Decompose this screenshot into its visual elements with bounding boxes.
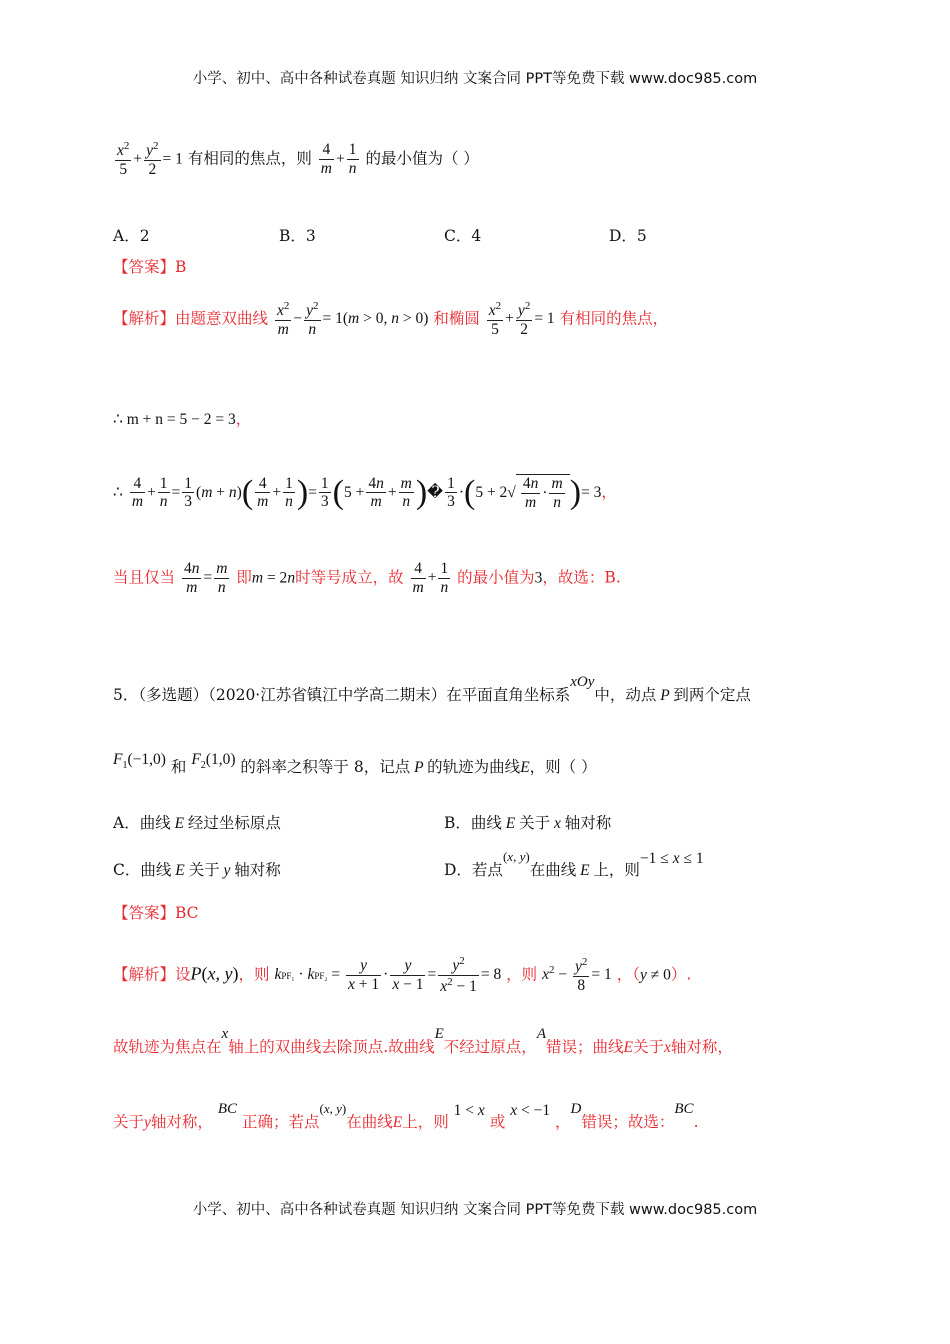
- q5-an1: 设: [175, 965, 191, 984]
- q5-stem-1: 5．（多选题）（2020·江苏省镇江中学高二期末）在平面直角坐标系: [113, 686, 571, 704]
- q4-answer: 【答案】B: [113, 258, 187, 276]
- q5-answer: 【答案】BC: [113, 904, 199, 922]
- q4-analysis-text-2: 和椭圆: [433, 309, 480, 328]
- q5-option-d-2: 在曲线: [529, 861, 577, 879]
- q4-option-c[interactable]: C．4: [444, 227, 482, 245]
- q4-step2: ∴ $\frac{4}{m}$ + $\frac{1}{n}$ = $\frac{1}{3}$ (m + n)( $\frac{4}{m}$ + $\frac{1}{n}$ )= $\frac{1}{3}$ (5 + $\frac{4n}{m}$ + $\frac{m}{n}$ )� $\frac{1}{3}$ ·(5 + 2√ $\frac{4n}{m}$ · $\frac{m}{n}$ )= 3，: [113, 473, 617, 511]
- q5-option-b-3: 轴对称: [564, 814, 612, 832]
- q4-conclusion: 当且仅当 $\frac{4n}{m}$ = $\frac{m}{n}$ 即m = 2n时等号成立，故 $\frac{4}{m}$ + $\frac{1}{n}$ 的最小值为3，故选：B.: [113, 560, 621, 596]
- q4-concl-4: 的最小值为: [457, 568, 535, 587]
- q5-analysis-label: 【解析】: [113, 965, 176, 984]
- q4-stem-line: $\frac{x^2}{5}$ + $\frac{y^2}{2}$ = 1 有相同的焦点，则 $\frac{4}{m}$ + $\frac{1}{n}$ 的最小值为（ ）: [117, 140, 479, 178]
- q5-an4: ，（: [616, 965, 640, 984]
- q5-option-b[interactable]: B．曲线 E 关于 x 轴对称: [444, 814, 612, 832]
- q5-analysis-line1: 【解析】设P(x, y)，则 kPF₁ · kPF₂ = $\frac{y}{x + 1}$ · $\frac{y}{x - 1}$ = $\frac{y^2}{x^2 - 1}$ = 8 ，则 $x^2$ − $\frac{y^2}{8}$ = 1 ，（y ≠ 0）.: [113, 955, 692, 996]
- q4-step1-end: ，: [235, 410, 252, 428]
- q5-stem-6: 的轨迹为曲线: [427, 758, 521, 776]
- q4-stem-tail: 有相同的焦点，则: [187, 149, 312, 168]
- q4-concl-5: ，故选：B.: [542, 568, 621, 587]
- q5-l3d: 在曲线: [346, 1113, 393, 1131]
- q5-an2: ，则: [238, 965, 270, 984]
- q5-l2c: 不经过原点，: [443, 1038, 537, 1056]
- q5-l3g: ，: [555, 1113, 571, 1131]
- q5-l3f: 或: [489, 1113, 506, 1131]
- q5-option-d-3: 上，则: [593, 861, 640, 879]
- q4-concl-2: 即: [236, 568, 252, 587]
- q5-analysis-line3: 关于y轴对称， BC 正确；若点$^{(x, y)}$在曲线E上，则 1 < x 或 x < −1 ，D错误；故选：BC.: [113, 1101, 699, 1131]
- q5-l2f: 轴对称，: [670, 1038, 733, 1056]
- q4-option-d[interactable]: D．5: [609, 227, 647, 245]
- q5-option-d-1: D．若点: [444, 861, 503, 879]
- q5-option-c-2: 关于: [188, 861, 220, 879]
- q5-stem-5: 的斜率之积等于 8，记点: [240, 758, 411, 776]
- q5-l2d: 错误；曲线: [545, 1038, 624, 1056]
- q5-l3c: 正确；若点: [241, 1113, 320, 1131]
- q5-l3b: 轴对称，: [150, 1113, 213, 1131]
- q4-analysis-text-3: 有相同的焦点，: [559, 309, 669, 328]
- q5-l2b: 轴上的双曲线去除顶点.故曲线: [228, 1038, 435, 1056]
- q5-l2a: 故轨迹为焦点在: [113, 1038, 222, 1056]
- q5-stem-4: 和: [170, 758, 187, 776]
- q4-option-b[interactable]: B．3: [279, 227, 316, 245]
- page-footer: 小学、初中、高中各种试卷真题 知识归纳 文案合同 PPT等免费下载 www.doc985.com: [192, 1202, 758, 1218]
- q4-concl-3: 时等号成立，故: [295, 568, 404, 587]
- q5-stem-7: ，则（ ）: [529, 758, 597, 776]
- q4-analysis-text-1: 由题意双曲线: [175, 309, 269, 328]
- q5-l3e: 上，则: [402, 1113, 449, 1131]
- q5-analysis-line2: 故轨迹为焦点在x轴上的双曲线去除顶点.故曲线E不经过原点，A错误；曲线E关于x轴对称，: [113, 1026, 733, 1056]
- q5-option-b-1: B．曲线: [444, 814, 502, 832]
- q4-analysis-label: 【解析】: [113, 309, 176, 328]
- q4-step1: [113, 412, 251, 428]
- q4-stem-end: 的最小值为（ ）: [365, 149, 479, 168]
- page-header: 小学、初中、高中各种试卷真题 知识归纳 文案合同 PPT等免费下载 www.doc985.com: [192, 71, 758, 87]
- q5-an5: ）.: [670, 965, 692, 984]
- q5-option-a-2: 经过坐标原点: [187, 814, 281, 832]
- q5-stem-line1: 5．（多选题）（2020·江苏省镇江中学高二期末）在平面直角坐标系xOy中，动点 P 到两个定点: [113, 674, 751, 704]
- q5-option-c-1: C．曲线: [113, 861, 172, 879]
- q4-concl-1: 当且仅当: [113, 568, 176, 587]
- q5-option-b-2: 关于: [519, 814, 551, 832]
- q5-stem-2: 中，动点: [594, 686, 657, 704]
- q4-analysis-line1: 【解析】由题意双曲线 $\frac{x^2}{m}$ − $\frac{y^2}{n}$ = 1(m > 0, n > 0) 和椭圆 $\frac{x^2}{5}$ + $\frac{y^2}{2}$ = 1 有相同的焦点，: [113, 300, 669, 338]
- q5-l3i: .: [693, 1113, 699, 1131]
- q5-option-c[interactable]: C．曲线 E 关于 y 轴对称: [113, 861, 281, 879]
- q5-an3: ，则: [506, 965, 538, 984]
- q5-l2e: 关于: [632, 1038, 664, 1056]
- q4-option-a[interactable]: A．2: [113, 227, 150, 245]
- q5-stem-line2: $F^1(-1,0)$ 和 $F^2(1,0)$ 的斜率之积等于 8，记点 P 的轨迹为曲线E，则（ ）: [113, 751, 597, 776]
- q4-step2-end: ，: [601, 482, 617, 501]
- q5-option-d[interactable]: D．若点$^{(x, y)}$在曲线 E 上，则−1 ≤ x ≤ 1: [444, 849, 704, 879]
- q5-l3h: 错误；故选：: [581, 1113, 675, 1131]
- q5-option-c-3: 轴对称: [234, 861, 281, 879]
- q5-option-a-1: A．曲线: [113, 814, 171, 832]
- q5-stem-3: 到两个定点: [673, 686, 751, 704]
- q5-l3a: 关于: [113, 1113, 145, 1131]
- q4-step1-text: ∴ m + n = 5 − 2 = 3: [113, 411, 236, 428]
- q5-option-a[interactable]: A．曲线 E 经过坐标原点: [113, 814, 281, 832]
